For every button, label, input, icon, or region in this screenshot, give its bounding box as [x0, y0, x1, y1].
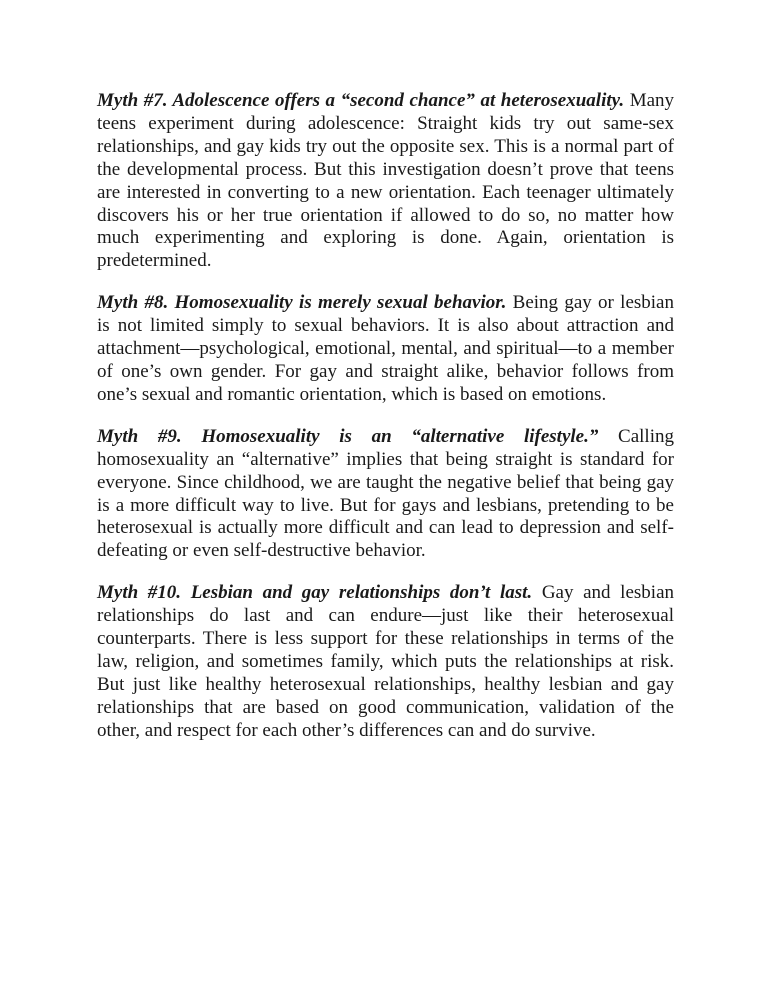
myth-9-heading: Myth #9. Homosexuality is an “alternative lifestyle.”	[97, 425, 599, 447]
myth-9-body: Calling homosexuality an “alternative” implies that being straight is standard for everyone. Since childhood, we are taught the negative belief that being gay is a more difficult way to live. But for gays and lesbians, pretending to be heterosexual is actually more difficult and can lead to depression and self-defeating or even self-destructive behavior.	[97, 425, 674, 562]
myth-10-body: Gay and lesbian relationships do last and can endure—just like their heterosexual counterparts. There is less support for these relationships in terms of the law, religion, and sometimes family, which puts the relationships at risk. But just like healthy heterosexual relationships, healthy lesbian and gay relationships that are based on good communication, validation of the other, and respect for each other’s differences can and do survive.	[97, 582, 675, 741]
myth-10-heading: Myth #10. Lesbian and gay relationships don’t last.	[97, 582, 533, 604]
myth-7-heading: Myth #7. Adolescence offers a “second chance” at heterosexuality.	[97, 90, 625, 111]
myth-9-paragraph	[97, 426, 674, 563]
myth-10-paragraph	[97, 582, 674, 742]
myth-7-body: Many teens experiment during adolescence: Straight kids try out same-sex relationships, and gay kids try out the opposite sex. This is a normal part of the developmental process. But this investigation doesn’t prove that teens are interested in converting to a new orientation. Each teenager ultimately discovers his or her true orientation if allowed to do so, no matter how much experimenting and exploring is done. Again, orientation is predetermined.	[97, 90, 675, 272]
document-page	[97, 90, 674, 762]
myth-7-paragraph	[97, 90, 674, 273]
myth-8-body: Being gay or lesbian is not limited simply to sexual behaviors. It is also about attraction and attachment—psychological, emotional, mental, and spiritual—to a member of one’s own gender. For gay and straight alike, behavior follows from one’s sexual and romantic orientation, which is based on emotions.	[97, 292, 674, 405]
myth-8-heading: Myth #8. Homosexuality is merely sexual behavior.	[97, 292, 507, 314]
myth-8-paragraph	[97, 292, 674, 407]
